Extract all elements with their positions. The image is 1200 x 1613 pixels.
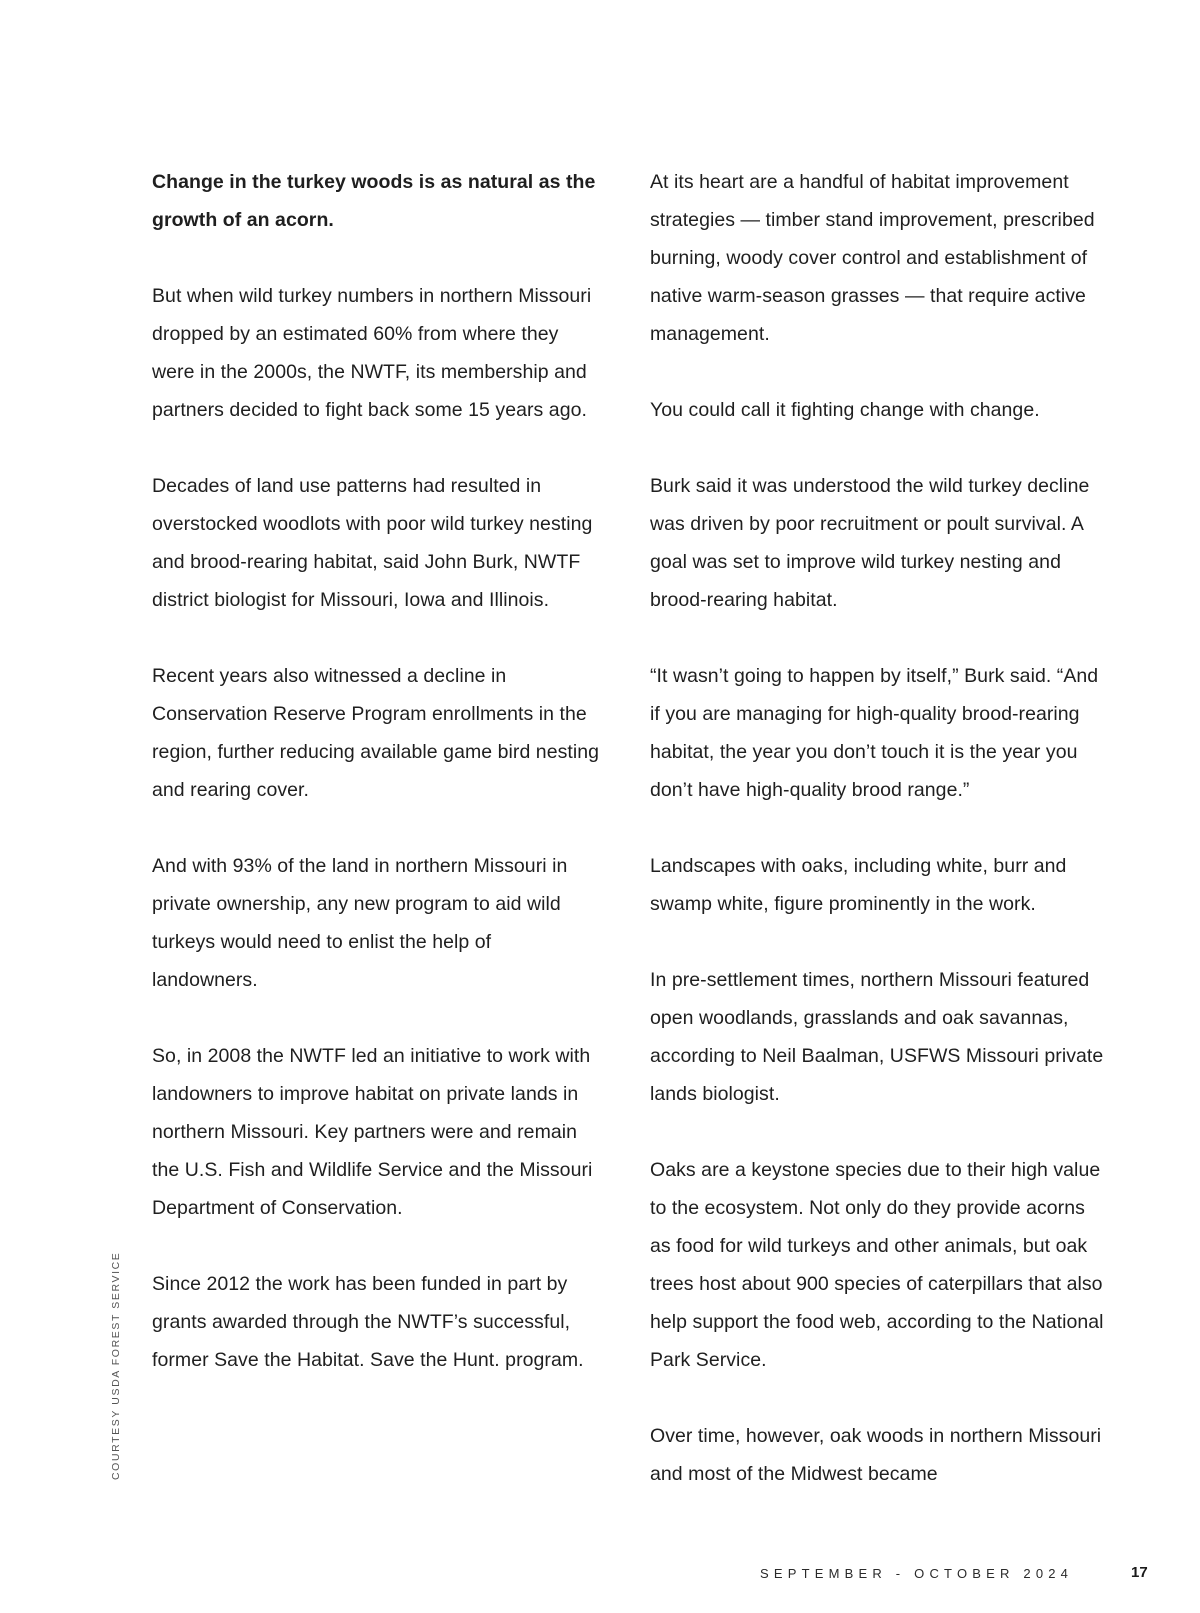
- body-paragraph: But when wild turkey numbers in northern Missouri dropped by an estimated 60% from where they were in the 2000s, the NWTF, its membership and partners decided to fight back some 15 years ago.: [152, 285, 592, 421]
- body-paragraph: At its heart are a handful of habitat improvement strategies — timber stand improvement, prescribed burning, woody cover control and establishment of native warm-season grasses — that require active management.: [650, 171, 1095, 345]
- body-paragraph: Decades of land use patterns had resulted in overstocked woodlots with poor wild turkey nesting and brood-rearing habitat, said John Burk, NWTF district biologist for Missouri, Iowa and Illinois.: [152, 475, 593, 611]
- body-paragraph: Since 2012 the work has been funded in part by grants awarded through the NWTF’s successful, former Save the Habitat. Save the Hunt. program.: [152, 1273, 584, 1371]
- body-paragraph: Burk said it was understood the wild turkey decline was driven by poor recruitment or poult survival. A goal was set to improve wild turkey nesting and brood-rearing habitat.: [650, 475, 1090, 611]
- body-paragraph: Recent years also witnessed a decline in Conservation Reserve Program enrollments in the region, further reducing available game bird nesting and rearing cover.: [152, 665, 600, 801]
- page-number: 17: [1131, 1564, 1148, 1581]
- lead-paragraph: Change in the turkey woods is as natural as the growth of an acorn.: [152, 171, 596, 231]
- article-column-right: [650, 163, 1105, 1493]
- quote-paragraph: “It wasn’t going to happen by itself,” Burk said. “And if you are managing for high-quality brood-rearing habitat, the year you don’t touch it is the year you don’t have high-quality brood range.”: [650, 665, 1099, 801]
- body-paragraph: So, in 2008 the NWTF led an initiative to work with landowners to improve habitat on private lands in northern Missouri. Key partners were and remain the U.S. Fish and Wildlife Service and the Missouri Department of Conservation.: [152, 1045, 593, 1219]
- article-column-left: [152, 163, 602, 1379]
- body-paragraph: And with 93% of the land in northern Missouri in private ownership, any new program to aid wild turkeys would need to enlist the help of landowners.: [152, 855, 568, 991]
- body-paragraph: Oaks are a keystone species due to their high value to the ecosystem. Not only do they provide acorns as food for wild turkeys and other animals, but oak trees host about 900 species of caterpillars that also help support the food web, according to the National Park Service.: [650, 1159, 1104, 1371]
- body-paragraph: You could call it fighting change with change.: [650, 399, 1040, 421]
- body-paragraph: Over time, however, oak woods in northern Missouri and most of the Midwest became: [650, 1425, 1102, 1485]
- issue-date: SEPTEMBER - OCTOBER 2024: [760, 1566, 1074, 1581]
- body-paragraph: Landscapes with oaks, including white, burr and swamp white, figure prominently in the work.: [650, 855, 1067, 915]
- photo-credit: COURTESY USDA FOREST SERVICE: [110, 1251, 122, 1480]
- body-paragraph: In pre-settlement times, northern Missouri featured open woodlands, grasslands and oak savannas, according to Neil Baalman, USFWS Missouri private lands biologist.: [650, 969, 1104, 1105]
